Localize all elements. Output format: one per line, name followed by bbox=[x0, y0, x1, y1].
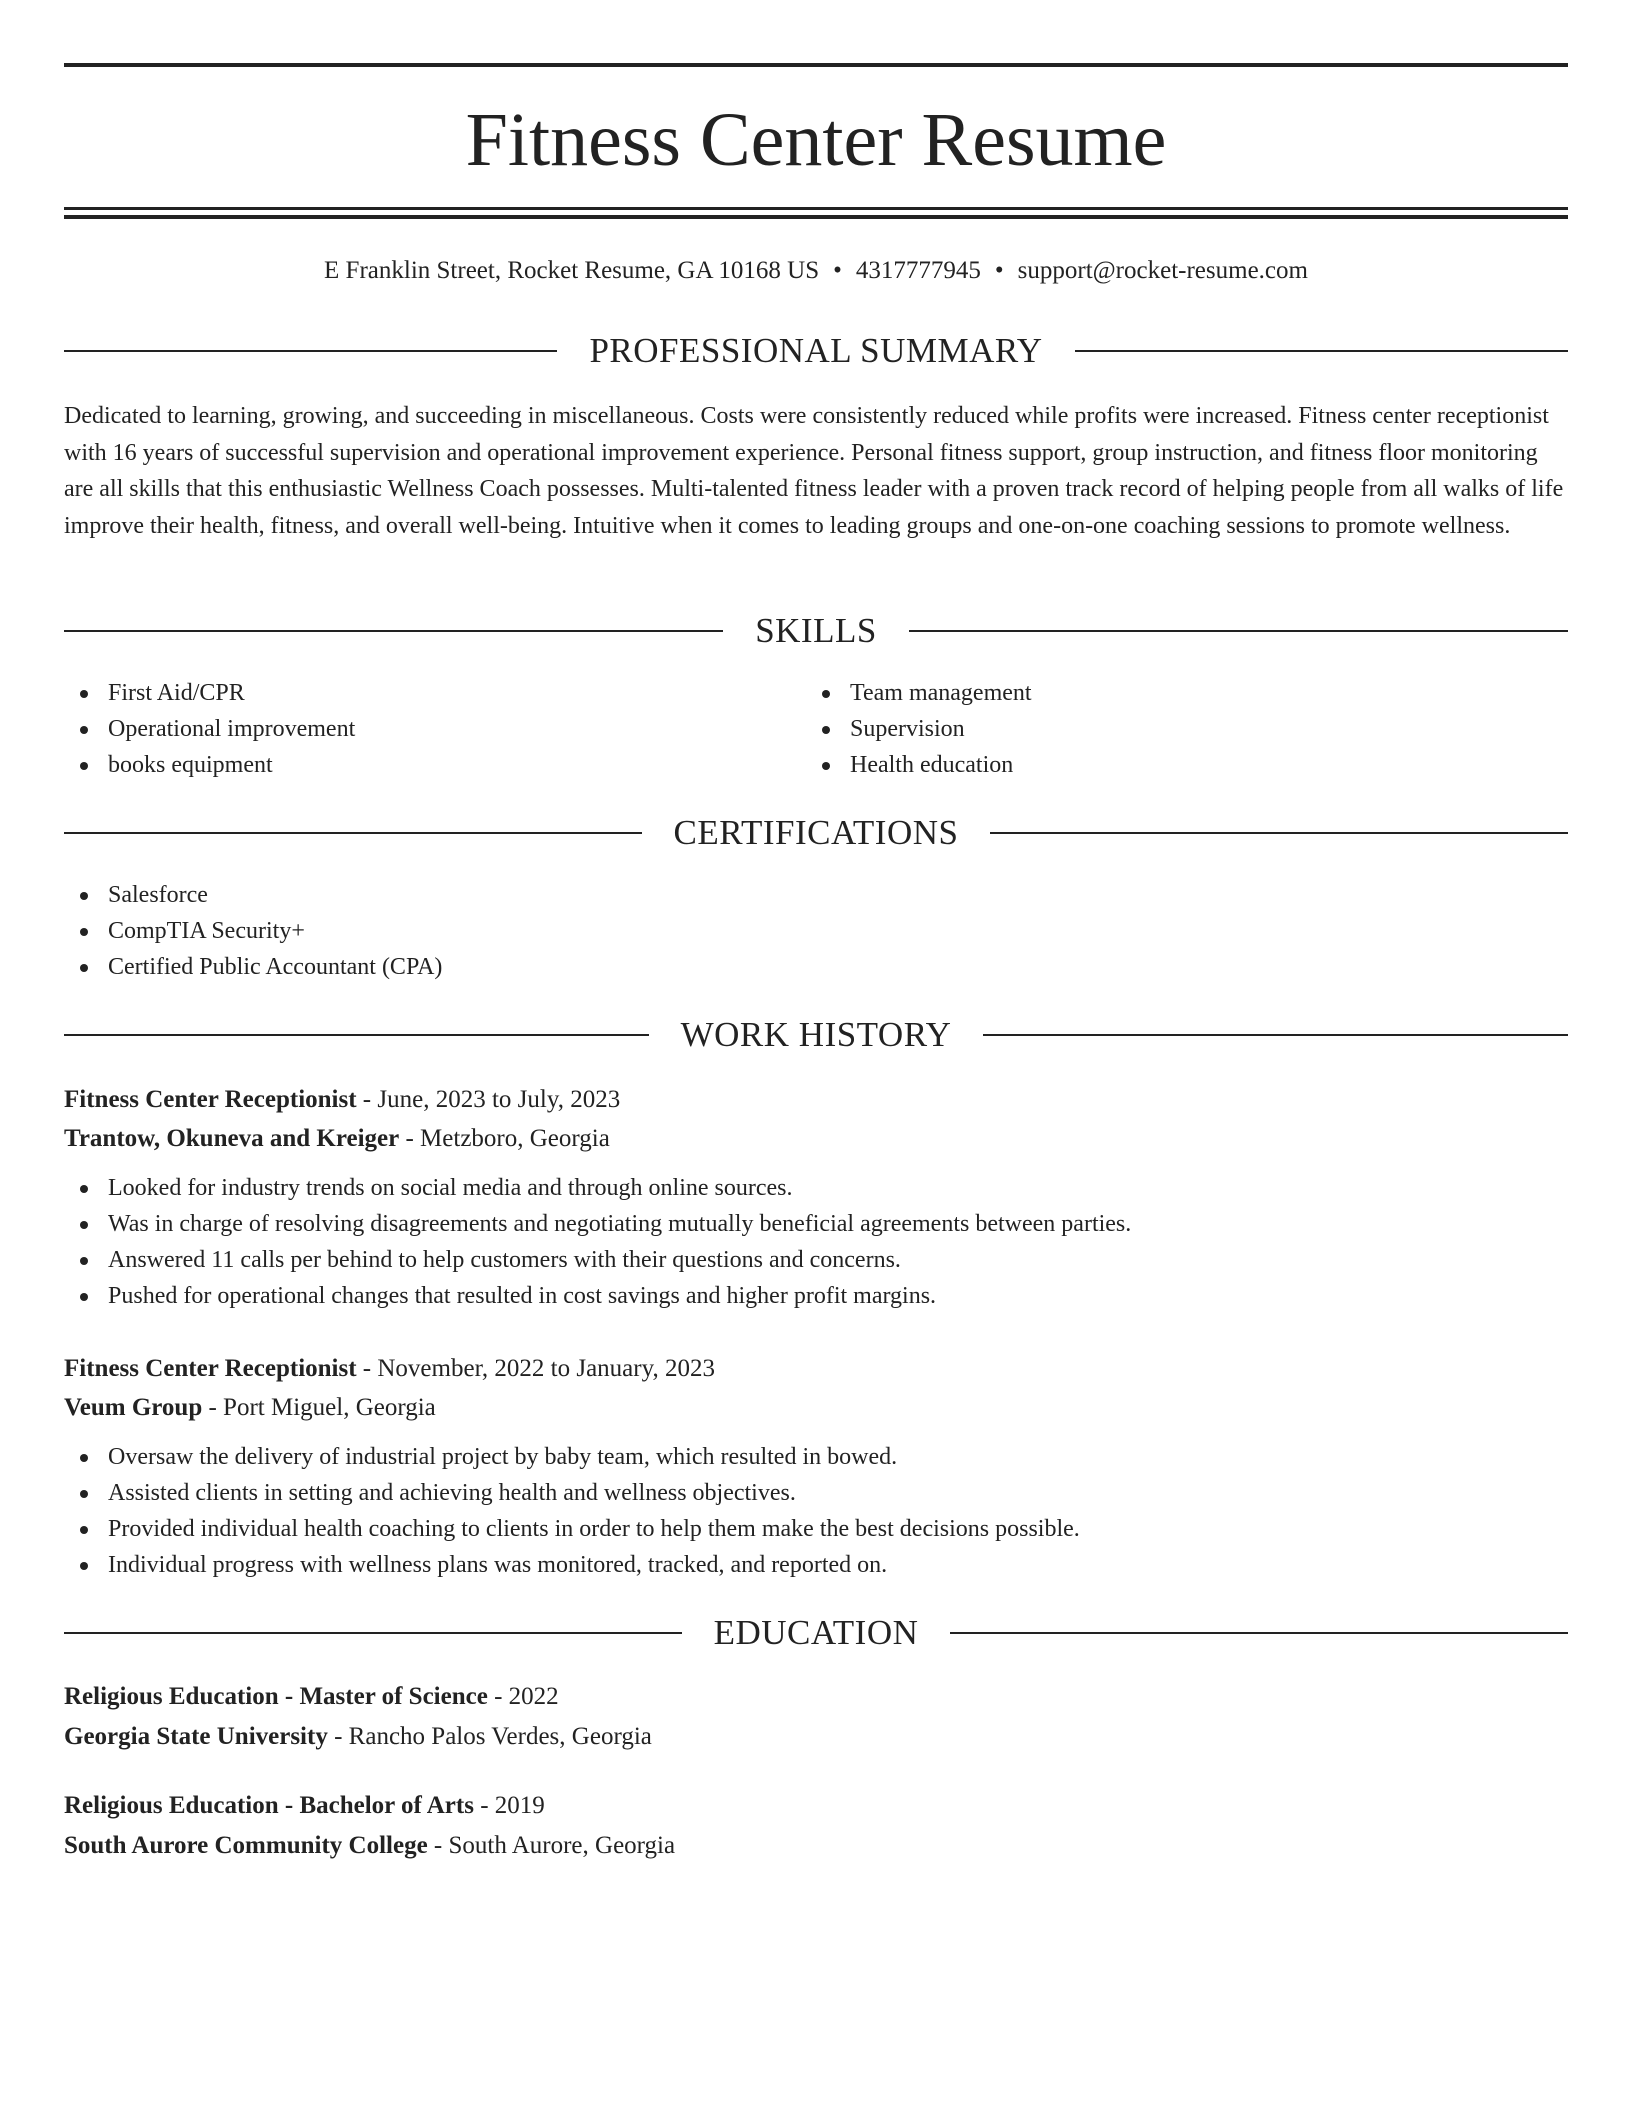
section-rule-right bbox=[990, 832, 1568, 834]
education-school-line bbox=[64, 1717, 1568, 1757]
contact-line bbox=[64, 254, 1568, 288]
section-heading-education bbox=[64, 1611, 1568, 1655]
job-bullet: Individual progress with wellness plans was monitored, tracked, and reported on. bbox=[64, 1547, 1568, 1583]
contact-separator: • bbox=[833, 257, 842, 284]
section-title-certifications: CERTIFICATIONS bbox=[673, 813, 959, 852]
education-year: - 2019 bbox=[473, 1792, 545, 1819]
education-location: - Rancho Palos Verdes, Georgia bbox=[327, 1723, 652, 1750]
section-heading-skills bbox=[64, 609, 1568, 653]
certification-item: CompTIA Security+ bbox=[64, 913, 442, 949]
section-heading-work-history bbox=[64, 1013, 1568, 1057]
section-title-education: EDUCATION bbox=[713, 1613, 919, 1652]
section-title-summary: PROFESSIONAL SUMMARY bbox=[589, 331, 1043, 370]
education-degree: Religious Education - Master of Science bbox=[64, 1683, 488, 1710]
certification-item: Salesforce bbox=[64, 877, 442, 913]
job-bullet: Was in charge of resolving disagreements and negotiating mutually beneficial agreements between parties. bbox=[64, 1206, 1568, 1242]
header-double-rule-upper bbox=[64, 207, 1568, 210]
section-title-skills: SKILLS bbox=[755, 611, 877, 650]
education-school: South Aurore Community College bbox=[64, 1832, 428, 1859]
section-rule-left bbox=[64, 1034, 649, 1036]
certifications-list bbox=[64, 877, 442, 985]
skill-item: Health education bbox=[806, 747, 1032, 783]
section-rule-right bbox=[983, 1034, 1568, 1036]
education-degree-line bbox=[64, 1677, 1568, 1717]
section-rule-right bbox=[909, 630, 1568, 632]
education-year: - 2022 bbox=[487, 1683, 559, 1710]
job-bullets bbox=[64, 1170, 1568, 1314]
education-degree: Religious Education - Bachelor of Arts bbox=[64, 1792, 474, 1819]
skill-item: First Aid/CPR bbox=[64, 675, 355, 711]
job-company-line bbox=[64, 1119, 1568, 1158]
education-school: Georgia State University bbox=[64, 1723, 328, 1750]
section-rule-left bbox=[64, 1632, 682, 1634]
education-degree-line bbox=[64, 1786, 1568, 1826]
education-entry bbox=[64, 1677, 1568, 1757]
contact-phone: 4317777945 bbox=[855, 257, 981, 284]
header-top-rule bbox=[64, 63, 1568, 67]
job-location: - Metzboro, Georgia bbox=[399, 1125, 610, 1152]
job-bullet: Pushed for operational changes that resulted in cost savings and higher profit margins. bbox=[64, 1278, 1568, 1314]
job-company-line bbox=[64, 1388, 1568, 1427]
section-heading-certifications bbox=[64, 811, 1568, 855]
skill-item: books equipment bbox=[64, 747, 355, 783]
skills-list-left bbox=[64, 675, 355, 783]
section-rule-left bbox=[64, 350, 557, 352]
job-title-line bbox=[64, 1349, 1568, 1388]
job-entry bbox=[64, 1349, 1568, 1583]
job-bullet: Assisted clients in setting and achieving health and wellness objectives. bbox=[64, 1475, 1568, 1511]
contact-address: E Franklin Street, Rocket Resume, GA 10168 US bbox=[324, 257, 820, 284]
job-bullet: Answered 11 calls per behind to help customers with their questions and concerns. bbox=[64, 1242, 1568, 1278]
section-rule-right bbox=[1075, 350, 1568, 352]
section-title-work-history: WORK HISTORY bbox=[680, 1015, 952, 1054]
job-dates: - June, 2023 to July, 2023 bbox=[356, 1086, 621, 1113]
resume-title: Fitness Center Resume bbox=[465, 98, 1167, 182]
summary-paragraph: Dedicated to learning, growing, and succeeding in miscellaneous. Costs were consistently reduced while profits were increased. Fitness center receptionist with 16 years of successful supervision and operational improvement experience. Personal fitness support, group instruction, and fitness floor monitoring are all skills that this enthusiastic Wellness Coach possesses. Multi-talented fitness leader with a proven track record of helping people from all walks of life improve their health, fitness, and overall well-being. Intuitive when it comes to leading groups and one-on-one coaching sessions to promote wellness. bbox=[64, 403, 1564, 539]
job-entry bbox=[64, 1080, 1568, 1314]
job-company: Trantow, Okuneva and Kreiger bbox=[64, 1125, 400, 1152]
skill-item: Team management bbox=[806, 675, 1032, 711]
job-bullet: Provided individual health coaching to clients in order to help them make the best decisions possible. bbox=[64, 1511, 1568, 1547]
job-dates: - November, 2022 to January, 2023 bbox=[356, 1355, 715, 1382]
job-company: Veum Group bbox=[64, 1394, 203, 1421]
header-double-rule-lower bbox=[64, 215, 1568, 219]
section-rule-left bbox=[64, 832, 642, 834]
skill-item: Operational improvement bbox=[64, 711, 355, 747]
education-location: - South Aurore, Georgia bbox=[427, 1832, 676, 1859]
section-heading-summary bbox=[64, 329, 1568, 373]
job-title-line bbox=[64, 1080, 1568, 1119]
job-title: Fitness Center Receptionist bbox=[64, 1086, 357, 1113]
certification-item: Certified Public Accountant (CPA) bbox=[64, 949, 442, 985]
job-bullet: Oversaw the delivery of industrial project by baby team, which resulted in bowed. bbox=[64, 1439, 1568, 1475]
skills-list-right bbox=[806, 675, 1032, 783]
education-entry bbox=[64, 1786, 1568, 1866]
skill-item: Supervision bbox=[806, 711, 1032, 747]
section-rule-right bbox=[950, 1632, 1568, 1634]
education-school-line bbox=[64, 1826, 1568, 1866]
job-title: Fitness Center Receptionist bbox=[64, 1355, 357, 1382]
contact-email: support@rocket-resume.com bbox=[1017, 257, 1308, 284]
job-location: - Port Miguel, Georgia bbox=[202, 1394, 436, 1421]
section-rule-left bbox=[64, 630, 723, 632]
job-bullets bbox=[64, 1439, 1568, 1583]
job-bullet: Looked for industry trends on social media and through online sources. bbox=[64, 1170, 1568, 1206]
contact-separator: • bbox=[994, 257, 1004, 284]
